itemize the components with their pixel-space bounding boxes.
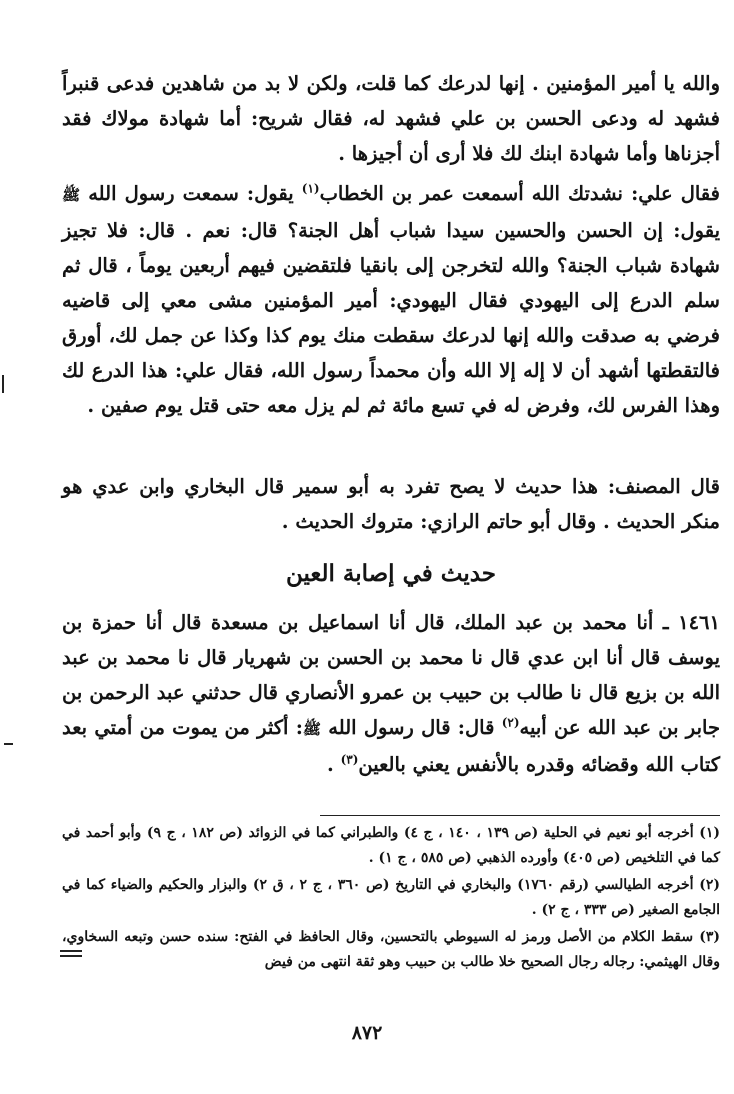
continuation-mark xyxy=(60,950,82,952)
salla-glyph-2: ﷺ xyxy=(302,720,322,738)
margin-mark xyxy=(2,375,4,393)
para2-text-a: فقال علي: نشدتك الله أسمعت عمر بن الخطاب xyxy=(319,182,720,205)
footnote-1: (١) أخرجه أبو نعيم في الحلية (ص ١٣٩ ، ١٤٠ ، ج ٤) والطبراني كما في الزوائد (ص ١٨٢ ، ج ٩) وأبو أحمد في كما في التلخيص (ص ٤٠٥) وأورده الذهبي (ص ٥٨٥ ، ج ١) . xyxy=(62,825,720,866)
footnote-ref-3: (٣) xyxy=(340,752,359,767)
page-number: ٨٧٢ xyxy=(351,1022,383,1044)
paragraph-author-comment: قال المصنف: هذا حديث لا يصح تفرد به أبو سمير قال البخاري وابن عدي هو منكر الحديث . وقال أبو حاتم الرازي: متروك الحديث . xyxy=(62,475,720,533)
hadith-paragraph xyxy=(62,605,720,782)
hadith-text-b: قال: قال رسول الله xyxy=(321,716,502,739)
para2-text-c: يقول: إن الحسن والحسين سيدا شباب أهل الجنة؟ قال: نعم . قال: فلا تجيز شهادة شباب الجنة؟ والله لتخرجن إلى بانقيا فلتقضين فيهم أربعين يوماً ، قال ثم سلم الدرع إلى اليهودي فقال اليهودي: أمير المؤمنين مشى معي إلى قاضيه فرضي به صدقت والله إنها لدرعك سقطت منك يوم كذا وكذا عن جمل لك، أورق فالتقطتها أشهد أن لا إله إلا الله وأن محمداً رسول الله، فقال علي: هذا الدرع لك وهذا الفرس لك، وفرض له في تسع مائة ثم لم يزل معه حتى قتل يوم صفين . xyxy=(62,219,720,417)
salla-glyph: ﷺ xyxy=(62,186,81,204)
hadith-text-a: أنا محمد بن عبد الملك، قال أنا اسماعيل بن مسعدة قال أنا حمزة بن يوسف قال أنا ابن عدي قال نا محمد بن الحسن بن شهريار قال نا محمد بن عبد الله بن بزيع قال نا طالب بن حبيب بن عمرو الأنصاري قال حدثني عبد الرحمن بن جابر بن عبد الله عن أبيه xyxy=(62,611,720,739)
hadith-end: . xyxy=(326,753,341,776)
hadith-number: ١٤٦١ xyxy=(678,611,720,634)
footnote-3: (٣) سقط الكلام من الأصل ورمز له السيوطي بالتحسين، وقال الحافظ في الفتح: سنده حسن وتبعه السخاوي، وقال الهيثمي: رجاله رجال الصحيح خلا طالب بن حبيب وهو ثقة انتهى من فيض xyxy=(62,929,720,970)
paragraph-trial-testimony: والله يا أمير المؤمنين . إنها لدرعك كما قلت، ولكن لا بد من شاهدين فدعى قنبراً فشهد له ودعى الحسن بن علي فشهد له، فقال شريح: أما شهادة مولاك فقد أجزناها وأما شهادة ابنك لك فلا أرى أن أجيزها . xyxy=(62,72,720,165)
footnote-2: (٢) أخرجه الطيالسي (رقم ١٧٦٠) والبخاري في التاريخ (ص ٣٦٠ ، ج ٢ ، ق ٢) والبزار والحكيم والضياء كما في الجامع الصغير (ص ٣٣٣ ، ج ٢) . xyxy=(62,877,720,918)
footnote-ref-2: (٢) xyxy=(501,715,520,730)
hadith-text-c: : أكثر من يموت من أمتي بعد كتاب الله وقضائه وقدره بالأنفس يعني بالعين xyxy=(62,716,720,776)
para2-text-b: يقول: سمعت رسول الله xyxy=(80,182,302,205)
footnote-ref-1: (١) xyxy=(301,181,320,196)
continuation-mark xyxy=(60,955,82,957)
footnotes-list xyxy=(62,821,720,977)
footnote-divider xyxy=(320,815,720,816)
margin-mark xyxy=(4,743,13,745)
paragraph-ali-speech xyxy=(62,176,720,423)
hadith-dash: ـ xyxy=(653,611,679,634)
section-heading: حديث في إصابة العين xyxy=(285,560,497,587)
